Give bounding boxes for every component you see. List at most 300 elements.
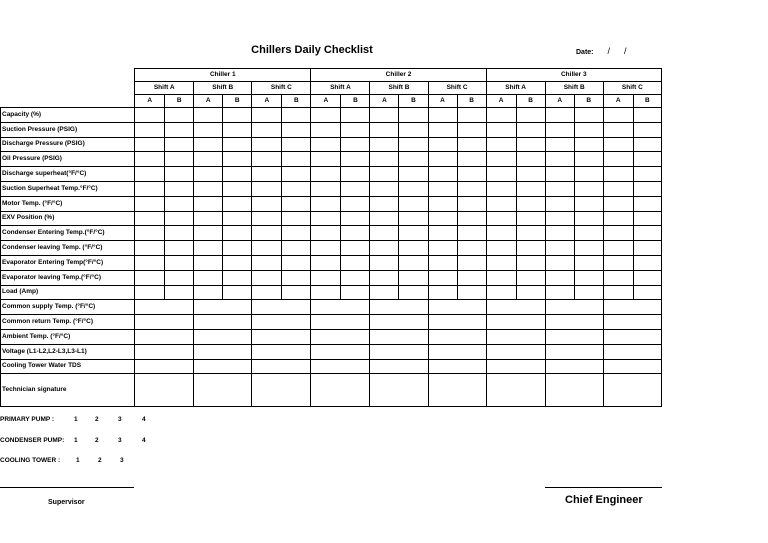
input-cell[interactable] (399, 152, 428, 167)
input-cell[interactable] (603, 181, 633, 196)
input-cell[interactable] (165, 181, 194, 196)
input-cell[interactable] (428, 167, 457, 182)
input-cell[interactable] (165, 196, 194, 211)
input-cell[interactable] (223, 196, 252, 211)
input-cell[interactable] (516, 181, 545, 196)
input-cell[interactable] (399, 196, 428, 211)
input-cell[interactable] (574, 270, 603, 285)
input-cell[interactable] (165, 167, 194, 182)
input-cell[interactable] (603, 167, 633, 182)
input-cell[interactable] (135, 167, 165, 182)
input-cell[interactable] (516, 167, 545, 182)
signature-cell[interactable] (486, 374, 545, 407)
input-cell[interactable] (311, 196, 341, 211)
signature-cell[interactable] (428, 374, 486, 407)
input-cell[interactable] (486, 211, 516, 226)
input-cell[interactable] (603, 226, 633, 241)
input-cell[interactable] (165, 211, 194, 226)
input-cell[interactable] (341, 152, 370, 167)
input-cell[interactable] (165, 270, 194, 285)
input-cell[interactable] (457, 196, 486, 211)
input-cell[interactable] (252, 211, 282, 226)
pump-number[interactable]: 3 (120, 457, 124, 464)
input-cell[interactable] (399, 108, 428, 123)
input-cell[interactable] (135, 122, 165, 137)
input-cell[interactable] (194, 285, 223, 300)
pump-number[interactable]: 2 (95, 437, 99, 444)
input-cell[interactable] (633, 270, 661, 285)
pump-number[interactable]: 1 (74, 416, 78, 423)
input-cell[interactable] (486, 226, 516, 241)
input-cell[interactable] (135, 255, 165, 270)
input-cell[interactable] (311, 300, 370, 315)
input-cell[interactable] (399, 211, 428, 226)
input-cell[interactable] (223, 137, 252, 152)
input-cell[interactable] (603, 196, 633, 211)
input-cell[interactable] (603, 300, 661, 315)
pump-number[interactable]: 4 (142, 416, 146, 423)
input-cell[interactable] (194, 137, 223, 152)
input-cell[interactable] (545, 108, 574, 123)
input-cell[interactable] (252, 181, 282, 196)
input-cell[interactable] (194, 122, 223, 137)
input-cell[interactable] (428, 344, 486, 359)
input-cell[interactable] (311, 241, 341, 256)
input-cell[interactable] (311, 167, 341, 182)
input-cell[interactable] (486, 255, 516, 270)
input-cell[interactable] (428, 137, 457, 152)
input-cell[interactable] (223, 241, 252, 256)
input-cell[interactable] (311, 329, 370, 344)
input-cell[interactable] (633, 108, 661, 123)
input-cell[interactable] (603, 108, 633, 123)
input-cell[interactable] (486, 167, 516, 182)
input-cell[interactable] (457, 285, 486, 300)
input-cell[interactable] (486, 152, 516, 167)
input-cell[interactable] (574, 181, 603, 196)
input-cell[interactable] (223, 108, 252, 123)
input-cell[interactable] (135, 108, 165, 123)
input-cell[interactable] (486, 329, 545, 344)
input-cell[interactable] (135, 300, 194, 315)
input-cell[interactable] (574, 226, 603, 241)
input-cell[interactable] (341, 108, 370, 123)
input-cell[interactable] (603, 255, 633, 270)
input-cell[interactable] (545, 344, 603, 359)
input-cell[interactable] (194, 344, 252, 359)
input-cell[interactable] (223, 285, 252, 300)
input-cell[interactable] (399, 167, 428, 182)
input-cell[interactable] (223, 270, 252, 285)
input-cell[interactable] (486, 315, 545, 330)
pump-number[interactable]: 3 (118, 416, 122, 423)
input-cell[interactable] (370, 226, 399, 241)
pump-number[interactable]: 3 (118, 437, 122, 444)
input-cell[interactable] (574, 255, 603, 270)
input-cell[interactable] (428, 255, 457, 270)
input-cell[interactable] (633, 167, 661, 182)
date-field[interactable] (576, 46, 626, 56)
input-cell[interactable] (633, 122, 661, 137)
input-cell[interactable] (399, 122, 428, 137)
input-cell[interactable] (252, 300, 311, 315)
signature-cell[interactable] (545, 374, 603, 407)
input-cell[interactable] (252, 315, 311, 330)
input-cell[interactable] (135, 359, 194, 374)
input-cell[interactable] (486, 108, 516, 123)
input-cell[interactable] (545, 181, 574, 196)
input-cell[interactable] (282, 196, 311, 211)
input-cell[interactable] (194, 300, 252, 315)
input-cell[interactable] (545, 167, 574, 182)
input-cell[interactable] (135, 211, 165, 226)
input-cell[interactable] (545, 137, 574, 152)
input-cell[interactable] (282, 167, 311, 182)
input-cell[interactable] (165, 152, 194, 167)
input-cell[interactable] (399, 181, 428, 196)
input-cell[interactable] (341, 211, 370, 226)
input-cell[interactable] (165, 137, 194, 152)
input-cell[interactable] (399, 255, 428, 270)
input-cell[interactable] (603, 315, 661, 330)
input-cell[interactable] (428, 122, 457, 137)
input-cell[interactable] (486, 122, 516, 137)
input-cell[interactable] (428, 196, 457, 211)
input-cell[interactable] (516, 211, 545, 226)
input-cell[interactable] (399, 241, 428, 256)
input-cell[interactable] (574, 122, 603, 137)
input-cell[interactable] (633, 226, 661, 241)
input-cell[interactable] (545, 285, 574, 300)
input-cell[interactable] (311, 181, 341, 196)
pump-number[interactable]: 1 (76, 457, 80, 464)
input-cell[interactable] (194, 108, 223, 123)
input-cell[interactable] (574, 285, 603, 300)
input-cell[interactable] (252, 226, 282, 241)
input-cell[interactable] (341, 255, 370, 270)
input-cell[interactable] (574, 196, 603, 211)
input-cell[interactable] (486, 344, 545, 359)
input-cell[interactable] (165, 226, 194, 241)
input-cell[interactable] (516, 285, 545, 300)
input-cell[interactable] (370, 211, 399, 226)
input-cell[interactable] (428, 211, 457, 226)
input-cell[interactable] (282, 226, 311, 241)
input-cell[interactable] (370, 270, 399, 285)
input-cell[interactable] (574, 152, 603, 167)
input-cell[interactable] (194, 241, 223, 256)
input-cell[interactable] (370, 344, 428, 359)
input-cell[interactable] (428, 300, 486, 315)
input-cell[interactable] (370, 329, 428, 344)
input-cell[interactable] (135, 181, 165, 196)
input-cell[interactable] (282, 122, 311, 137)
input-cell[interactable] (370, 137, 399, 152)
input-cell[interactable] (311, 152, 341, 167)
input-cell[interactable] (370, 152, 399, 167)
pump-number[interactable]: 4 (142, 437, 146, 444)
input-cell[interactable] (633, 152, 661, 167)
input-cell[interactable] (428, 359, 486, 374)
input-cell[interactable] (428, 270, 457, 285)
input-cell[interactable] (545, 226, 574, 241)
input-cell[interactable] (311, 255, 341, 270)
input-cell[interactable] (311, 108, 341, 123)
input-cell[interactable] (223, 167, 252, 182)
input-cell[interactable] (603, 329, 661, 344)
pump-number[interactable]: 2 (95, 416, 99, 423)
input-cell[interactable] (341, 196, 370, 211)
input-cell[interactable] (311, 315, 370, 330)
input-cell[interactable] (194, 329, 252, 344)
input-cell[interactable] (311, 285, 341, 300)
input-cell[interactable] (252, 270, 282, 285)
input-cell[interactable] (223, 181, 252, 196)
input-cell[interactable] (282, 108, 311, 123)
input-cell[interactable] (603, 359, 661, 374)
input-cell[interactable] (516, 196, 545, 211)
input-cell[interactable] (223, 211, 252, 226)
input-cell[interactable] (223, 226, 252, 241)
input-cell[interactable] (370, 255, 399, 270)
input-cell[interactable] (428, 108, 457, 123)
input-cell[interactable] (341, 226, 370, 241)
input-cell[interactable] (486, 300, 545, 315)
signature-cell[interactable] (370, 374, 428, 407)
input-cell[interactable] (545, 359, 603, 374)
input-cell[interactable] (282, 270, 311, 285)
input-cell[interactable] (603, 122, 633, 137)
input-cell[interactable] (574, 211, 603, 226)
input-cell[interactable] (633, 255, 661, 270)
input-cell[interactable] (603, 241, 633, 256)
input-cell[interactable] (457, 108, 486, 123)
input-cell[interactable] (545, 300, 603, 315)
input-cell[interactable] (457, 211, 486, 226)
input-cell[interactable] (457, 167, 486, 182)
signature-cell[interactable] (194, 374, 252, 407)
input-cell[interactable] (370, 285, 399, 300)
input-cell[interactable] (252, 255, 282, 270)
input-cell[interactable] (486, 359, 545, 374)
signature-cell[interactable] (135, 374, 194, 407)
input-cell[interactable] (370, 122, 399, 137)
input-cell[interactable] (545, 196, 574, 211)
input-cell[interactable] (341, 241, 370, 256)
input-cell[interactable] (223, 122, 252, 137)
input-cell[interactable] (457, 122, 486, 137)
input-cell[interactable] (633, 137, 661, 152)
input-cell[interactable] (194, 167, 223, 182)
input-cell[interactable] (282, 181, 311, 196)
input-cell[interactable] (428, 329, 486, 344)
input-cell[interactable] (457, 226, 486, 241)
input-cell[interactable] (545, 241, 574, 256)
input-cell[interactable] (311, 137, 341, 152)
input-cell[interactable] (633, 196, 661, 211)
input-cell[interactable] (252, 359, 311, 374)
input-cell[interactable] (311, 211, 341, 226)
input-cell[interactable] (311, 122, 341, 137)
input-cell[interactable] (282, 285, 311, 300)
input-cell[interactable] (428, 315, 486, 330)
input-cell[interactable] (194, 359, 252, 374)
input-cell[interactable] (135, 241, 165, 256)
input-cell[interactable] (486, 270, 516, 285)
input-cell[interactable] (282, 137, 311, 152)
input-cell[interactable] (135, 137, 165, 152)
input-cell[interactable] (311, 344, 370, 359)
input-cell[interactable] (135, 196, 165, 211)
input-cell[interactable] (194, 196, 223, 211)
input-cell[interactable] (457, 181, 486, 196)
input-cell[interactable] (545, 122, 574, 137)
input-cell[interactable] (165, 255, 194, 270)
input-cell[interactable] (574, 137, 603, 152)
input-cell[interactable] (165, 122, 194, 137)
input-cell[interactable] (341, 270, 370, 285)
input-cell[interactable] (457, 152, 486, 167)
input-cell[interactable] (486, 137, 516, 152)
input-cell[interactable] (135, 315, 194, 330)
input-cell[interactable] (194, 152, 223, 167)
input-cell[interactable] (370, 196, 399, 211)
input-cell[interactable] (603, 211, 633, 226)
input-cell[interactable] (545, 315, 603, 330)
input-cell[interactable] (370, 181, 399, 196)
input-cell[interactable] (603, 152, 633, 167)
input-cell[interactable] (545, 329, 603, 344)
input-cell[interactable] (135, 152, 165, 167)
input-cell[interactable] (282, 255, 311, 270)
input-cell[interactable] (516, 137, 545, 152)
input-cell[interactable] (282, 152, 311, 167)
pump-number[interactable]: 1 (74, 437, 78, 444)
input-cell[interactable] (486, 241, 516, 256)
input-cell[interactable] (633, 181, 661, 196)
input-cell[interactable] (282, 241, 311, 256)
input-cell[interactable] (252, 122, 282, 137)
input-cell[interactable] (399, 226, 428, 241)
input-cell[interactable] (516, 270, 545, 285)
input-cell[interactable] (545, 152, 574, 167)
input-cell[interactable] (516, 152, 545, 167)
input-cell[interactable] (341, 137, 370, 152)
input-cell[interactable] (603, 137, 633, 152)
input-cell[interactable] (486, 181, 516, 196)
input-cell[interactable] (165, 285, 194, 300)
input-cell[interactable] (516, 241, 545, 256)
signature-cell[interactable] (252, 374, 311, 407)
input-cell[interactable] (574, 108, 603, 123)
input-cell[interactable] (165, 241, 194, 256)
input-cell[interactable] (574, 241, 603, 256)
input-cell[interactable] (341, 181, 370, 196)
input-cell[interactable] (428, 152, 457, 167)
input-cell[interactable] (282, 211, 311, 226)
input-cell[interactable] (486, 196, 516, 211)
input-cell[interactable] (252, 241, 282, 256)
input-cell[interactable] (428, 226, 457, 241)
input-cell[interactable] (603, 285, 633, 300)
input-cell[interactable] (135, 329, 194, 344)
input-cell[interactable] (370, 167, 399, 182)
input-cell[interactable] (194, 315, 252, 330)
input-cell[interactable] (135, 285, 165, 300)
input-cell[interactable] (252, 108, 282, 123)
input-cell[interactable] (311, 226, 341, 241)
input-cell[interactable] (341, 285, 370, 300)
input-cell[interactable] (370, 315, 428, 330)
input-cell[interactable] (311, 270, 341, 285)
input-cell[interactable] (428, 241, 457, 256)
signature-cell[interactable] (311, 374, 370, 407)
input-cell[interactable] (370, 359, 428, 374)
input-cell[interactable] (428, 285, 457, 300)
input-cell[interactable] (194, 226, 223, 241)
input-cell[interactable] (457, 137, 486, 152)
input-cell[interactable] (135, 226, 165, 241)
input-cell[interactable] (633, 211, 661, 226)
input-cell[interactable] (194, 255, 223, 270)
input-cell[interactable] (252, 137, 282, 152)
input-cell[interactable] (633, 285, 661, 300)
input-cell[interactable] (252, 329, 311, 344)
input-cell[interactable] (603, 344, 661, 359)
input-cell[interactable] (516, 122, 545, 137)
input-cell[interactable] (252, 196, 282, 211)
input-cell[interactable] (370, 241, 399, 256)
input-cell[interactable] (252, 344, 311, 359)
input-cell[interactable] (428, 181, 457, 196)
input-cell[interactable] (252, 167, 282, 182)
input-cell[interactable] (545, 255, 574, 270)
input-cell[interactable] (574, 167, 603, 182)
signature-cell[interactable] (603, 374, 661, 407)
input-cell[interactable] (341, 167, 370, 182)
input-cell[interactable] (399, 270, 428, 285)
input-cell[interactable] (457, 255, 486, 270)
input-cell[interactable] (516, 226, 545, 241)
input-cell[interactable] (399, 285, 428, 300)
input-cell[interactable] (311, 359, 370, 374)
input-cell[interactable] (370, 108, 399, 123)
input-cell[interactable] (223, 152, 252, 167)
input-cell[interactable] (223, 255, 252, 270)
input-cell[interactable] (545, 211, 574, 226)
input-cell[interactable] (516, 108, 545, 123)
input-cell[interactable] (603, 270, 633, 285)
input-cell[interactable] (457, 241, 486, 256)
pump-number[interactable]: 2 (98, 457, 102, 464)
input-cell[interactable] (341, 122, 370, 137)
input-cell[interactable] (252, 285, 282, 300)
input-cell[interactable] (252, 152, 282, 167)
input-cell[interactable] (165, 108, 194, 123)
input-cell[interactable] (194, 211, 223, 226)
input-cell[interactable] (194, 181, 223, 196)
input-cell[interactable] (135, 270, 165, 285)
input-cell[interactable] (399, 137, 428, 152)
input-cell[interactable] (194, 270, 223, 285)
input-cell[interactable] (135, 344, 194, 359)
input-cell[interactable] (633, 241, 661, 256)
input-cell[interactable] (545, 270, 574, 285)
input-cell[interactable] (516, 255, 545, 270)
input-cell[interactable] (486, 285, 516, 300)
input-cell[interactable] (457, 270, 486, 285)
input-cell[interactable] (370, 300, 428, 315)
